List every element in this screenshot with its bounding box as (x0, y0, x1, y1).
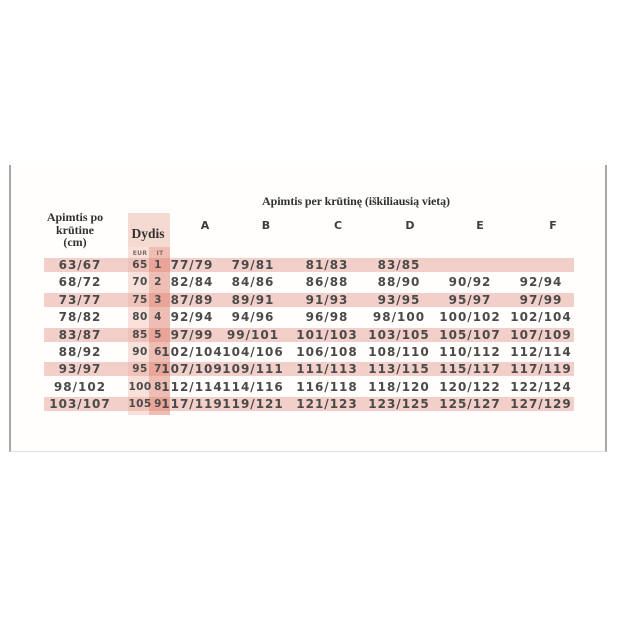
cell-cup: 98/100 (372, 310, 426, 325)
cell-eur: 95 (132, 363, 148, 376)
underbust-header-line2: krūtine (55, 222, 94, 237)
cell-it: 7 (154, 363, 162, 376)
cell-cup: 107/109 (161, 362, 223, 377)
cell-underbust: 78/82 (58, 310, 102, 325)
cell-cup: 112/114 (161, 379, 223, 394)
cell-cup: 88/90 (377, 275, 421, 290)
cup-column-header: D (405, 219, 415, 232)
cell-cup: 121/123 (296, 397, 358, 412)
cell-underbust: 93/97 (58, 362, 102, 377)
cell-cup: 123/125 (368, 397, 430, 412)
cell-eur: 85 (132, 328, 148, 341)
cell-it: 3 (154, 293, 162, 306)
cell-cup: 83/85 (377, 258, 421, 272)
cell-cup: 91/93 (305, 292, 349, 307)
cell-cup: 101/103 (296, 327, 358, 342)
cell-cup: 82/84 (170, 275, 214, 290)
cell-cup: 117/119 (161, 397, 223, 412)
table-row (0, 293, 618, 307)
cell-cup: 86/88 (305, 275, 349, 290)
cell-cup: 97/99 (519, 292, 563, 307)
size-subheader-eur: EUR (132, 250, 148, 257)
cell-cup: 105/107 (439, 327, 501, 342)
table-row (0, 328, 618, 342)
cell-cup: 106/108 (296, 345, 358, 359)
cell-eur: 105 (128, 398, 152, 411)
cell-cup: 104/106 (222, 345, 284, 359)
cup-column-header: C (333, 219, 343, 232)
cell-cup: 102/104 (510, 310, 572, 325)
underbust-header-line3: (cm) (63, 235, 87, 249)
cell-cup: 122/124 (510, 379, 572, 394)
cell-cup: 114/116 (222, 379, 284, 394)
cell-cup: 97/99 (170, 327, 214, 342)
cell-cup: 95/97 (448, 292, 492, 307)
cell-cup: 84/86 (231, 275, 275, 290)
cell-cup: 110/112 (439, 345, 501, 359)
cell-cup: 125/127 (439, 397, 501, 412)
cell-cup: 93/95 (377, 292, 421, 307)
cell-cup: 113/115 (368, 362, 430, 377)
cell-cup: 99/101 (226, 327, 280, 342)
cell-cup: 107/109 (510, 327, 572, 342)
cell-it: 5 (154, 328, 162, 341)
cell-it: 6 (154, 346, 162, 358)
table-row (0, 345, 618, 359)
cell-cup: 120/122 (439, 379, 501, 394)
cell-eur: 90 (132, 346, 148, 358)
cell-cup: 116/118 (296, 379, 358, 394)
cell-cup: 92/94 (519, 275, 563, 290)
cell-cup: 87/89 (170, 292, 214, 307)
table-row (0, 258, 618, 272)
cell-underbust: 98/102 (53, 379, 107, 394)
cell-cup: 89/91 (231, 292, 275, 307)
table-row (0, 380, 618, 394)
size-column-header: Dydis (131, 226, 165, 241)
chart-title: Apimtis per krūtinę (iškiliausią vietą) (262, 194, 450, 208)
cell-cup: 103/105 (368, 327, 430, 342)
cell-cup: 117/119 (510, 362, 572, 377)
cup-column-header: B (261, 219, 271, 232)
cell-cup: 92/94 (170, 310, 214, 325)
cell-cup: 77/79 (170, 258, 214, 272)
cell-eur: 80 (132, 311, 148, 324)
cell-cup: 90/92 (448, 275, 492, 290)
cup-column-header: F (549, 219, 557, 232)
cell-cup: 102/104 (161, 345, 223, 359)
cell-underbust: 103/107 (49, 397, 111, 412)
cell-cup: 109/111 (222, 362, 284, 377)
cell-cup: 118/120 (368, 379, 430, 394)
cell-underbust: 73/77 (58, 292, 102, 307)
cup-column-header: A (200, 219, 210, 232)
cell-cup: 96/98 (305, 310, 349, 325)
cell-eur: 100 (128, 380, 152, 393)
cell-it: 2 (154, 276, 162, 289)
size-subheader-it: IT (156, 250, 164, 257)
table-row (0, 310, 618, 324)
cell-it: 4 (154, 311, 162, 324)
cell-eur: 70 (132, 276, 148, 289)
cell-underbust: 68/72 (58, 275, 102, 290)
cell-cup: 94/96 (231, 310, 275, 325)
cell-underbust: 83/87 (58, 327, 102, 342)
cell-cup: 81/83 (305, 258, 349, 272)
cell-cup: 119/121 (222, 397, 284, 412)
cell-cup: 108/110 (368, 345, 430, 359)
cell-cup: 100/102 (439, 310, 501, 325)
cell-underbust: 88/92 (58, 345, 102, 359)
table-row (0, 397, 618, 411)
cell-cup: 79/81 (231, 258, 275, 272)
table-row (0, 362, 618, 376)
cell-eur: 75 (132, 293, 148, 306)
cell-cup: 112/114 (510, 345, 572, 359)
cell-eur: 65 (132, 259, 148, 271)
cell-it: 8 (154, 380, 162, 393)
cell-it: 9 (154, 398, 162, 411)
table-row (0, 275, 618, 289)
cell-cup: 111/113 (296, 362, 358, 377)
underbust-header-line1: Apimtis po (46, 210, 104, 224)
cell-cup: 127/129 (510, 397, 572, 412)
cell-cup: 115/117 (439, 362, 501, 377)
cup-column-header: E (476, 219, 484, 232)
cell-underbust: 63/67 (58, 258, 102, 272)
cell-it: 1 (154, 259, 162, 271)
